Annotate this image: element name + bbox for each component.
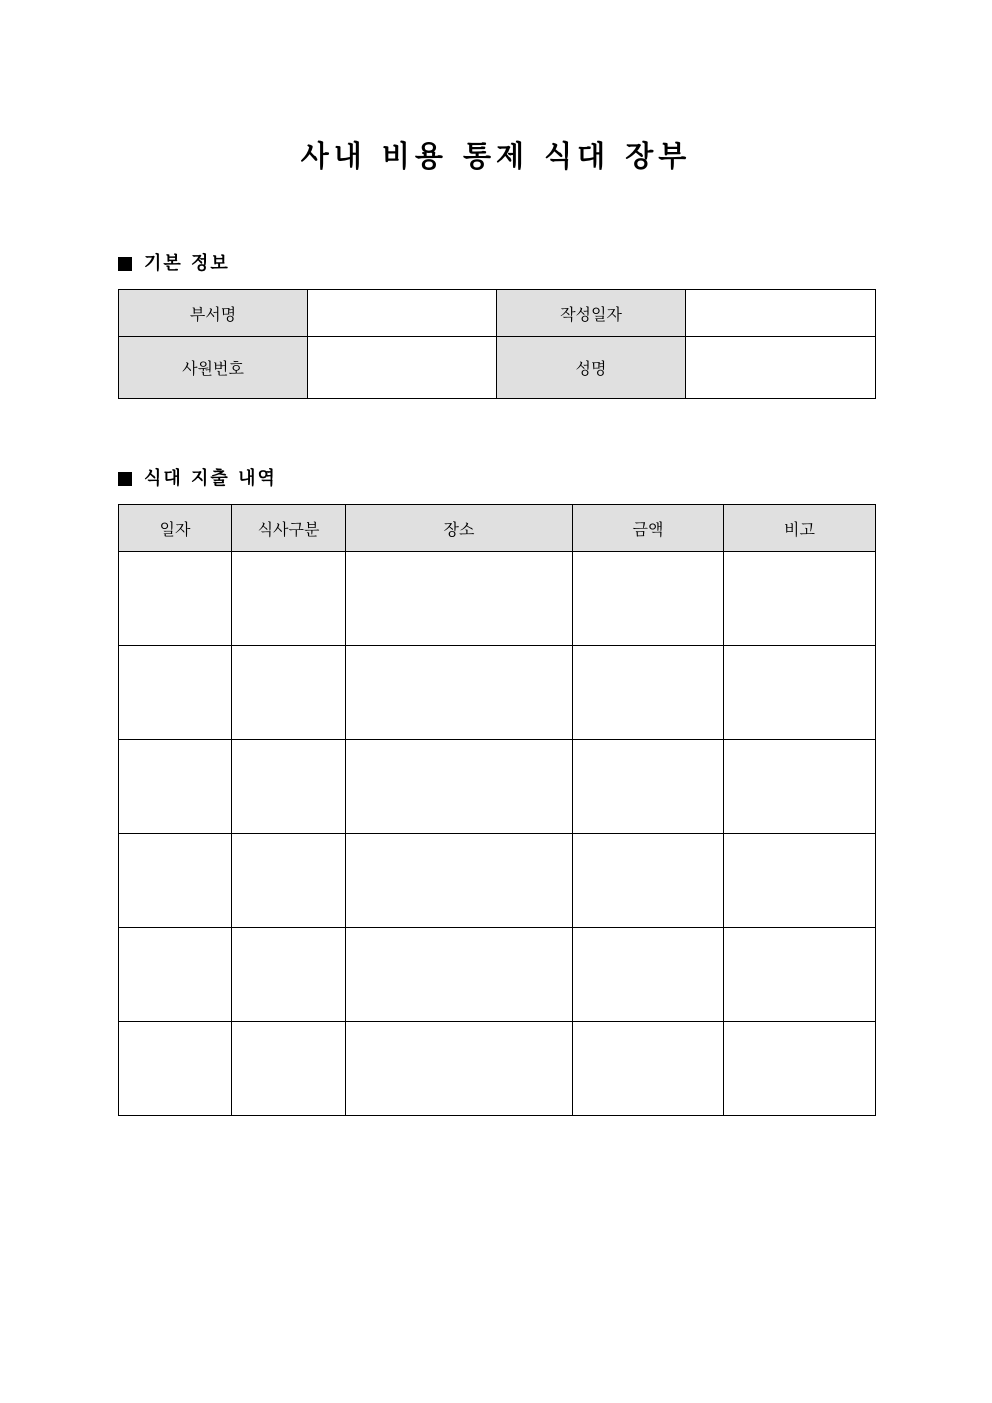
date-cell[interactable] [119,1022,232,1116]
column-header-amount: 금액 [573,505,724,552]
basic-info-table [118,289,876,399]
department-label: 부서명 [119,290,308,337]
date-cell[interactable] [119,646,232,740]
basic-info-heading [118,252,230,276]
table-row [119,740,876,834]
table-row [119,552,876,646]
place-cell[interactable] [346,928,573,1022]
table-row [119,1022,876,1116]
amount-cell[interactable] [573,646,724,740]
table-row [119,928,876,1022]
department-field[interactable] [308,290,497,337]
meal-type-cell[interactable] [232,834,346,928]
meal-expenses-heading [118,467,277,491]
place-cell[interactable] [346,834,573,928]
amount-cell[interactable] [573,552,724,646]
meal-type-cell[interactable] [232,740,346,834]
square-bullet-icon [118,472,132,486]
date-cell[interactable] [119,928,232,1022]
place-cell[interactable] [346,646,573,740]
name-field[interactable] [686,337,876,399]
column-header-remarks: 비고 [724,505,876,552]
amount-cell[interactable] [573,834,724,928]
meal-expenses-heading-text: 식대 지출 내역 [144,468,277,489]
column-header-meal-type: 식사구분 [232,505,346,552]
remarks-cell[interactable] [724,1022,876,1116]
date-field[interactable] [686,290,876,337]
square-bullet-icon [118,257,132,271]
remarks-cell[interactable] [724,928,876,1022]
document-title: 사내 비용 통제 식대 장부 [300,139,692,173]
meal-type-cell[interactable] [232,928,346,1022]
remarks-cell[interactable] [724,740,876,834]
amount-cell[interactable] [573,1022,724,1116]
column-header-place: 장소 [346,505,573,552]
date-cell[interactable] [119,740,232,834]
employee-no-field[interactable] [308,337,497,399]
table-header-row [119,505,876,552]
remarks-cell[interactable] [724,834,876,928]
remarks-cell[interactable] [724,552,876,646]
table-row [119,646,876,740]
meal-type-cell[interactable] [232,1022,346,1116]
basic-info-row [119,290,876,337]
name-label: 성명 [497,337,686,399]
date-cell[interactable] [119,834,232,928]
remarks-cell[interactable] [724,646,876,740]
employee-no-label: 사원번호 [119,337,308,399]
meal-type-cell[interactable] [232,552,346,646]
table-row [119,834,876,928]
date-label: 작성일자 [497,290,686,337]
amount-cell[interactable] [573,740,724,834]
meal-type-cell[interactable] [232,646,346,740]
place-cell[interactable] [346,1022,573,1116]
basic-info-heading-text: 기본 정보 [144,253,230,274]
column-header-date: 일자 [119,505,232,552]
meal-expenses-table [118,504,876,1116]
amount-cell[interactable] [573,928,724,1022]
basic-info-row [119,337,876,399]
date-cell[interactable] [119,552,232,646]
place-cell[interactable] [346,552,573,646]
place-cell[interactable] [346,740,573,834]
